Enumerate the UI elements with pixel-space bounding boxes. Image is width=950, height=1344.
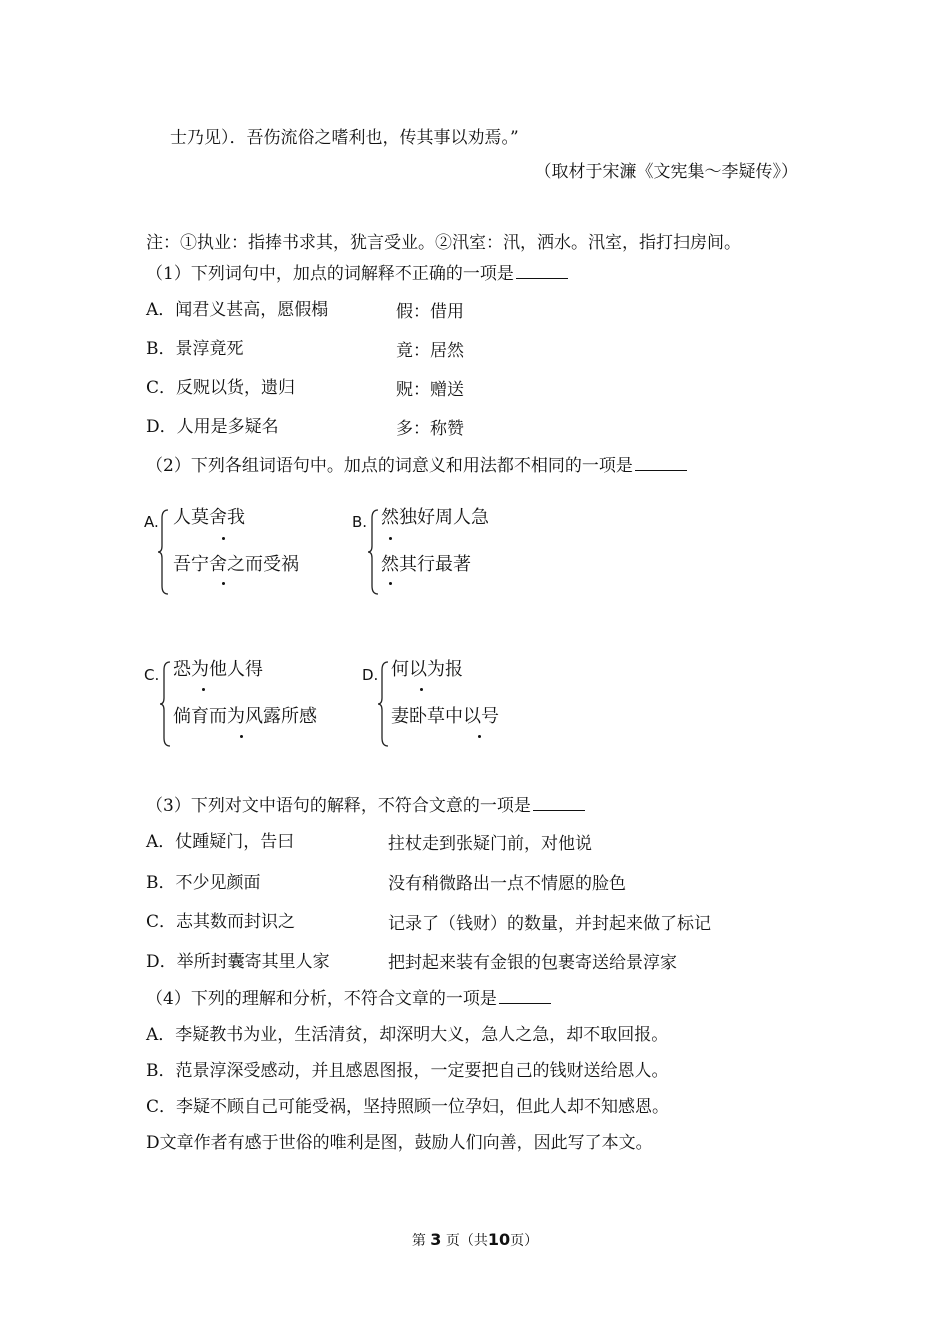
q3-option-a: A．仗踵疑门，告曰: [146, 832, 295, 852]
q3-gloss-b: 没有稍微路出一点不情愿的脸色: [388, 874, 626, 894]
q4-option-b: B．范景淳深受感动，并且感恩图报，一定要把自己的钱财送给恩人。: [146, 1061, 669, 1081]
q1-gloss-c: 贶：赠送: [396, 380, 464, 400]
q1-option-b: B．景淳竟死: [146, 339, 244, 359]
emphasis-dot: [202, 688, 205, 691]
q4-option-a: A．李疑教书为业，生活清贫，却深明大义，急人之急，却不取回报。: [146, 1025, 669, 1045]
emphasis-dot: [389, 537, 392, 540]
q2-group-d-bottom: 妻卧草中以号: [391, 706, 499, 727]
total-pages: 10: [487, 1230, 511, 1249]
q4-option-c: C．李疑不顾自己可能受祸，坚持照顾一位孕妇，但此人却不知感恩。: [146, 1097, 670, 1117]
q3-option-d: D．举所封囊寄其里人家: [146, 952, 330, 972]
page-footer: 第 3 页（共10页）: [411, 1230, 539, 1249]
q3-option-b: B．不少见颜面: [146, 873, 261, 893]
passage-line: 士乃见）．吾伤流俗之嗜利也，传其事以劝焉。”: [170, 128, 519, 148]
q2-group-d-brace: [376, 660, 390, 748]
q3-gloss-c: 记录了（钱财）的数量，并封起来做了标记: [388, 914, 711, 934]
q2-group-b-bottom: 然其行最著: [381, 554, 471, 575]
footnote: 注：①执业：指捧书求其，犹言受业。②汛室：汛，洒水。汛室，指打扫房间。: [146, 233, 741, 253]
q2-group-c-bottom: 倘育而为风露所感: [173, 706, 317, 727]
q2-group-a-bottom: 吾宁舍之而受祸: [173, 554, 299, 575]
q1-gloss-d: 多：称赞: [396, 419, 464, 439]
emphasis-dot: [240, 735, 243, 738]
q2-group-a-top: 人莫舍我: [173, 507, 245, 528]
emphasis-dot: [420, 688, 423, 691]
current-page-number: 3: [430, 1230, 442, 1249]
emphasis-dot: [389, 582, 392, 585]
q1-option-c: C．反贶以货，遗归: [146, 378, 296, 398]
q2-group-b-top: 然独好周人急: [381, 507, 489, 528]
q2-group-d-top: 何以为报: [391, 659, 463, 680]
emphasis-dot: [478, 735, 481, 738]
question-2-stem: （2）下列各组词语句中。加点的词意义和用法都不相同的一项是: [146, 456, 687, 476]
q1-gloss-a: 假：借用: [396, 302, 464, 322]
q1-option-a: A．闻君义甚高，愿假榻: [146, 300, 329, 320]
passage-source: （取材于宋濂《文宪集～李疑传》）: [534, 162, 798, 182]
emphasis-dot: [222, 582, 225, 585]
q2-group-c-brace: [158, 660, 172, 748]
q3-gloss-d: 把封起来装有金银的包裹寄送给景淳家: [388, 953, 677, 973]
q2-group-d-letter: D.: [362, 666, 379, 684]
question-4-stem: （4）下列的理解和分析，不符合文章的一项是: [146, 989, 551, 1009]
question-3-stem: （3）下列对文中语句的解释，不符合文意的一项是: [146, 796, 585, 816]
q2-group-a-letter: A.: [144, 513, 159, 531]
q2-group-a-brace: [156, 508, 170, 596]
q3-gloss-a: 拄杖走到张疑门前，对他说: [388, 834, 592, 854]
q3-option-c: C．志其数而封识之: [146, 912, 296, 932]
q1-gloss-b: 竟：居然: [396, 341, 464, 361]
q2-group-c-top: 恐为他人得: [173, 659, 263, 680]
emphasis-dot: [222, 537, 225, 540]
q4-option-d: D文章作者有感于世俗的唯利是图，鼓励人们向善，因此写了本文。: [146, 1133, 653, 1153]
question-1-stem: （1）下列词句中，加点的词解释不正确的一项是: [146, 264, 568, 284]
q2-group-b-brace: [366, 508, 380, 596]
q2-group-b-letter: B.: [352, 513, 368, 531]
q1-option-d: D．人用是多疑名: [146, 417, 279, 437]
q2-group-c-letter: C.: [144, 666, 160, 684]
